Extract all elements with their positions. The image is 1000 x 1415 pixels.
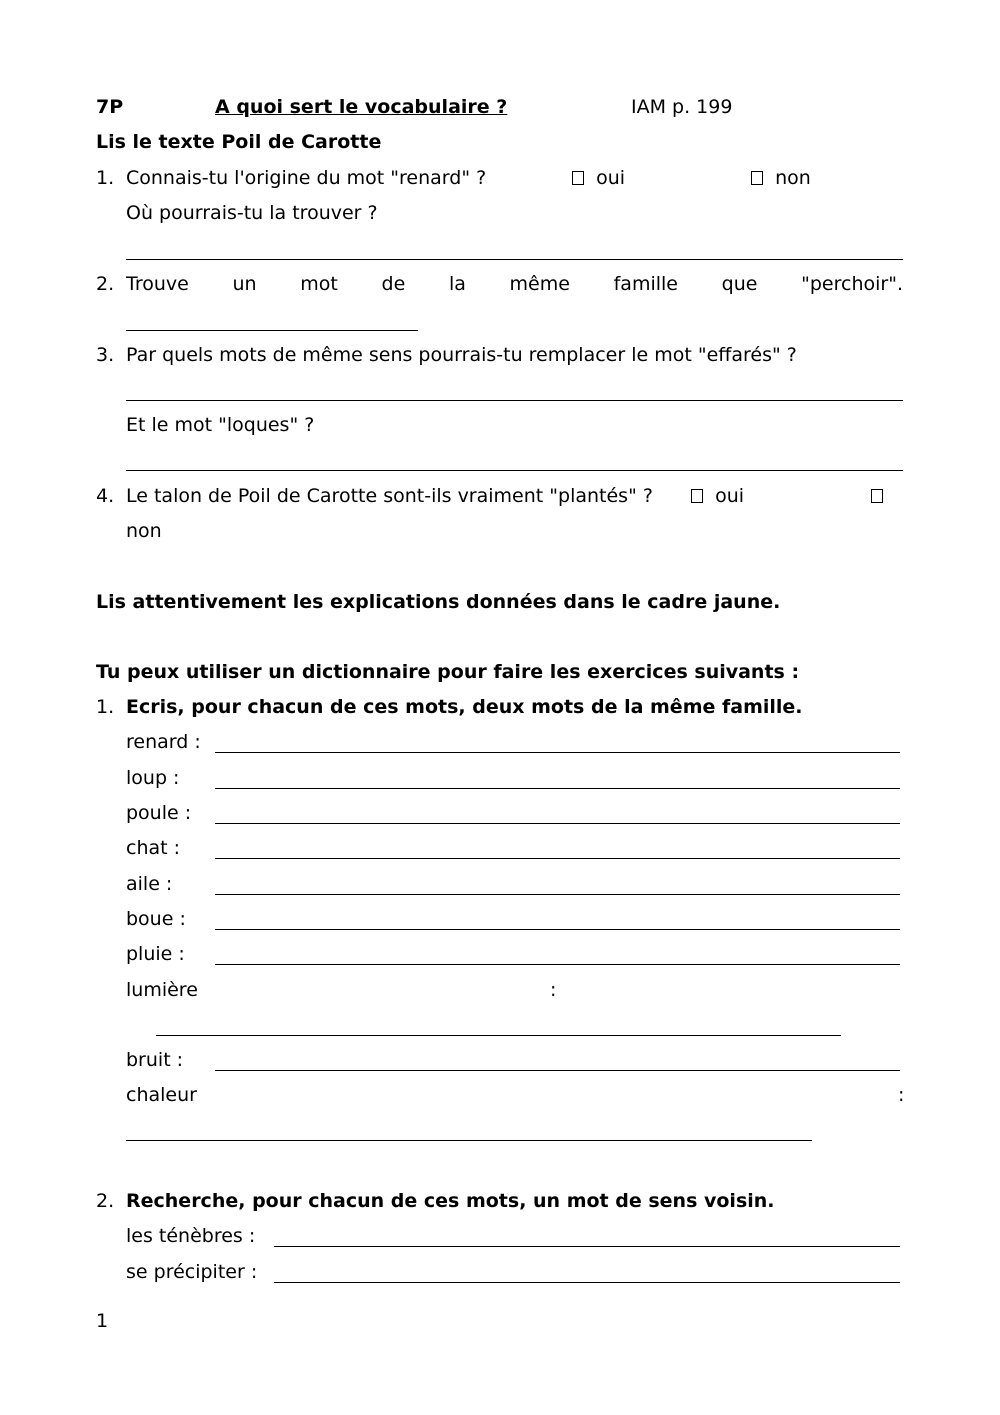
word: même: [509, 273, 570, 295]
answer-line[interactable]: [215, 823, 900, 824]
checkbox-option-non[interactable]: [871, 485, 883, 507]
word-label: se précipiter :: [126, 1261, 258, 1283]
option-label: oui: [715, 485, 745, 507]
exercise-title: Recherche, pour chacun de ces mots, un mot de sens voisin.: [126, 1190, 775, 1212]
word: "perchoir".: [801, 273, 903, 295]
checkbox-icon[interactable]: [691, 489, 703, 503]
word-label: boue :: [126, 908, 186, 930]
question-text: Le talon de Poil de Carotte sont-ils vraiment "plantés" ?: [126, 485, 653, 507]
word-label: chat :: [126, 837, 181, 859]
word-label: les ténèbres :: [126, 1225, 256, 1247]
word-label: loup :: [126, 767, 180, 789]
answer-line[interactable]: [126, 470, 903, 471]
checkbox-icon[interactable]: [871, 489, 883, 503]
section-heading: Tu peux utiliser un dictionnaire pour faire les exercices suivants :: [96, 661, 800, 683]
word-colon: :: [898, 1084, 905, 1106]
word-label: lumière: [126, 979, 198, 1001]
question-text: Par quels mots de même sens pourrais-tu remplacer le mot "effarés" ?: [126, 344, 797, 366]
answer-line[interactable]: [215, 1070, 900, 1071]
checkbox-option-oui[interactable]: [572, 167, 625, 189]
word-label: poule :: [126, 802, 192, 824]
answer-line[interactable]: [215, 788, 900, 789]
word-label: aile :: [126, 873, 173, 895]
answer-line[interactable]: [215, 929, 900, 930]
option-label: non: [126, 520, 162, 542]
checkbox-icon[interactable]: [572, 171, 584, 185]
word: que: [721, 273, 758, 295]
answer-line[interactable]: [215, 752, 900, 753]
word: Trouve: [126, 273, 189, 295]
exercise-title: Ecris, pour chacun de ces mots, deux mots de la même famille.: [126, 696, 803, 718]
word-label: chaleur: [126, 1084, 197, 1106]
question-number: 2.: [96, 273, 115, 295]
question-number: 3.: [96, 344, 115, 366]
option-label: non: [775, 167, 811, 189]
word: la: [448, 273, 466, 295]
answer-line[interactable]: [274, 1282, 900, 1283]
instruction-text: Lis attentivement les explications données dans le cadre jaune.: [96, 591, 781, 613]
word: de: [381, 273, 406, 295]
checkbox-option-non[interactable]: [751, 167, 811, 189]
answer-line[interactable]: [215, 964, 900, 965]
class-label: 7P: [96, 96, 124, 118]
answer-line[interactable]: [126, 259, 903, 260]
answer-line[interactable]: [215, 894, 900, 895]
question-text: [126, 273, 903, 295]
answer-line[interactable]: [156, 1035, 841, 1036]
option-label: oui: [596, 167, 626, 189]
checkbox-option-oui[interactable]: [691, 485, 744, 507]
word-label: renard :: [126, 731, 201, 753]
word: famille: [613, 273, 678, 295]
answer-line[interactable]: [274, 1246, 900, 1247]
question-number: 1.: [96, 167, 115, 189]
exercise-number: 1.: [96, 696, 115, 718]
word-label: bruit :: [126, 1049, 184, 1071]
section-heading: Lis le texte Poil de Carotte: [96, 131, 382, 153]
page-number: 1: [96, 1310, 109, 1332]
question-followup: Et le mot "loques" ?: [126, 414, 315, 436]
answer-line[interactable]: [126, 1140, 812, 1141]
checkbox-icon[interactable]: [751, 171, 763, 185]
question-followup: Où pourrais-tu la trouver ?: [126, 202, 378, 224]
word-label: pluie :: [126, 943, 185, 965]
answer-line[interactable]: [215, 858, 900, 859]
page-reference: IAM p. 199: [631, 96, 733, 118]
question-text: Connais-tu l'origine du mot "renard" ?: [126, 167, 487, 189]
question-number: 4.: [96, 485, 115, 507]
exercise-number: 2.: [96, 1190, 115, 1212]
answer-line[interactable]: [126, 330, 418, 331]
word-colon: :: [550, 979, 557, 1001]
word: mot: [300, 273, 338, 295]
answer-line[interactable]: [126, 400, 903, 401]
word: un: [232, 273, 257, 295]
page-title: A quoi sert le vocabulaire ?: [215, 96, 508, 118]
